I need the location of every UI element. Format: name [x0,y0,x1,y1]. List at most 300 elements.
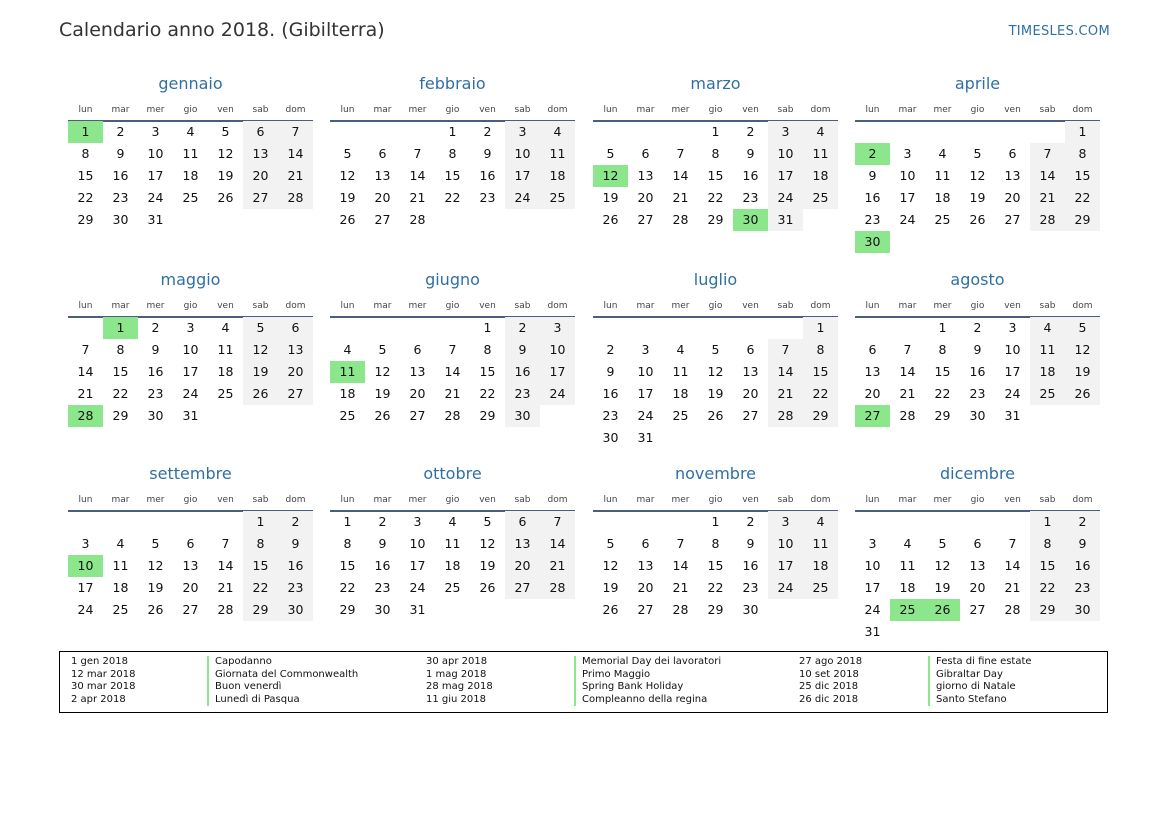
day-cell[interactable]: 26 [707,408,724,423]
day-cell[interactable]: 8 [1065,143,1100,165]
day-cell[interactable]: 7 [676,536,685,551]
day-cell[interactable]: 16 [147,364,164,379]
day-cell[interactable]: 3 [768,511,803,533]
day-cell[interactable]: 17 [637,386,654,401]
day-cell[interactable]: 26 [147,602,164,617]
day-cell[interactable]: 21 [409,190,426,205]
day-cell[interactable]: 20 [637,190,654,205]
day-cell[interactable]: 29 [339,602,356,617]
day-cell[interactable]: 22 [803,383,838,405]
day-cell[interactable]: 25 [934,212,951,227]
day-cell[interactable]: 12 [707,364,724,379]
day-cell[interactable]: 22 [707,580,724,595]
day-cell[interactable]: 31 [182,408,199,423]
day-cell[interactable]: 11 [803,143,838,165]
day-cell[interactable]: 15 [707,558,724,573]
day-cell[interactable]: 23 [479,190,496,205]
day-cell[interactable]: 21 [672,190,689,205]
day-cell[interactable]: 16 [374,558,391,573]
day-cell[interactable]: 24 [540,383,575,405]
day-cell[interactable]: 17 [147,168,164,183]
day-cell[interactable]: 27 [1004,212,1021,227]
day-cell[interactable]: 9 [483,146,492,161]
day-cell[interactable]: 21 [278,165,313,187]
day-cell[interactable]: 19 [969,190,986,205]
holiday-day-cell[interactable]: 27 [855,405,890,427]
day-cell[interactable]: 6 [973,536,982,551]
day-cell[interactable]: 29 [707,212,724,227]
day-cell[interactable]: 13 [374,168,391,183]
day-cell[interactable]: 2 [278,511,313,533]
day-cell[interactable]: 8 [938,342,947,357]
day-cell[interactable]: 8 [116,342,125,357]
day-cell[interactable]: 30 [112,212,129,227]
day-cell[interactable]: 25 [803,187,838,209]
day-cell[interactable]: 7 [448,342,457,357]
day-cell[interactable]: 31 [409,602,426,617]
day-cell[interactable]: 11 [672,364,689,379]
day-cell[interactable]: 26 [602,602,619,617]
day-cell[interactable]: 20 [505,555,540,577]
day-cell[interactable]: 9 [868,168,877,183]
day-cell[interactable]: 27 [374,212,391,227]
day-cell[interactable]: 27 [409,408,426,423]
day-cell[interactable]: 22 [444,190,461,205]
day-cell[interactable]: 2 [151,320,160,335]
day-cell[interactable]: 26 [969,212,986,227]
day-cell[interactable]: 22 [77,190,94,205]
day-cell[interactable]: 21 [444,386,461,401]
day-cell[interactable]: 5 [938,536,947,551]
day-cell[interactable]: 7 [1030,143,1065,165]
day-cell[interactable]: 11 [540,143,575,165]
day-cell[interactable]: 12 [969,168,986,183]
day-cell[interactable]: 19 [339,190,356,205]
day-cell[interactable]: 5 [483,514,492,529]
day-cell[interactable]: 25 [803,577,838,599]
day-cell[interactable]: 29 [1030,599,1065,621]
day-cell[interactable]: 8 [1030,533,1065,555]
day-cell[interactable]: 1 [243,511,278,533]
day-cell[interactable]: 22 [1030,577,1065,599]
day-cell[interactable]: 7 [278,121,313,143]
day-cell[interactable]: 6 [868,342,877,357]
day-cell[interactable]: 10 [505,143,540,165]
day-cell[interactable]: 22 [339,580,356,595]
day-cell[interactable]: 3 [641,342,650,357]
day-cell[interactable]: 23 [374,580,391,595]
day-cell[interactable]: 2 [746,514,755,529]
day-cell[interactable]: 12 [374,364,391,379]
day-cell[interactable]: 17 [182,364,199,379]
day-cell[interactable]: 23 [864,212,881,227]
day-cell[interactable]: 10 [182,342,199,357]
day-cell[interactable]: 21 [1030,187,1065,209]
day-cell[interactable]: 22 [243,577,278,599]
holiday-day-cell[interactable]: 2 [855,143,890,165]
day-cell[interactable]: 19 [479,558,496,573]
day-cell[interactable]: 25 [217,386,234,401]
day-cell[interactable]: 1 [711,514,720,529]
day-cell[interactable]: 5 [606,536,615,551]
day-cell[interactable]: 31 [147,212,164,227]
day-cell[interactable]: 26 [479,580,496,595]
day-cell[interactable]: 9 [116,146,125,161]
day-cell[interactable]: 15 [112,364,129,379]
day-cell[interactable]: 15 [479,364,496,379]
day-cell[interactable]: 13 [243,143,278,165]
day-cell[interactable]: 24 [1004,386,1021,401]
day-cell[interactable]: 5 [343,146,352,161]
day-cell[interactable]: 25 [444,580,461,595]
day-cell[interactable]: 3 [768,121,803,143]
day-cell[interactable]: 8 [448,146,457,161]
day-cell[interactable]: 19 [243,361,278,383]
day-cell[interactable]: 29 [1065,209,1100,231]
day-cell[interactable]: 8 [483,342,492,357]
day-cell[interactable]: 1 [938,320,947,335]
day-cell[interactable]: 30 [602,430,619,445]
day-cell[interactable]: 13 [505,533,540,555]
site-brand[interactable]: TIMESLES.COM [1008,24,1110,39]
day-cell[interactable]: 13 [637,558,654,573]
day-cell[interactable]: 14 [672,168,689,183]
day-cell[interactable]: 10 [864,558,881,573]
day-cell[interactable]: 3 [903,146,912,161]
day-cell[interactable]: 4 [221,320,230,335]
day-cell[interactable]: 6 [746,342,755,357]
day-cell[interactable]: 13 [969,558,986,573]
day-cell[interactable]: 25 [112,602,129,617]
day-cell[interactable]: 22 [112,386,129,401]
day-cell[interactable]: 8 [711,536,720,551]
day-cell[interactable]: 8 [81,146,90,161]
day-cell[interactable]: 26 [339,212,356,227]
day-cell[interactable]: 4 [803,121,838,143]
day-cell[interactable]: 17 [540,361,575,383]
day-cell[interactable]: 23 [742,190,759,205]
day-cell[interactable]: 3 [151,124,160,139]
day-cell[interactable]: 7 [1008,536,1017,551]
day-cell[interactable]: 28 [217,602,234,617]
day-cell[interactable]: 20 [182,580,199,595]
day-cell[interactable]: 6 [186,536,195,551]
day-cell[interactable]: 25 [1030,383,1065,405]
day-cell[interactable]: 29 [112,408,129,423]
day-cell[interactable]: 26 [243,383,278,405]
day-cell[interactable]: 16 [742,558,759,573]
day-cell[interactable]: 24 [864,602,881,617]
day-cell[interactable]: 9 [606,364,615,379]
day-cell[interactable]: 4 [448,514,457,529]
day-cell[interactable]: 14 [77,364,94,379]
day-cell[interactable]: 12 [243,339,278,361]
day-cell[interactable]: 2 [505,317,540,339]
day-cell[interactable]: 12 [147,558,164,573]
day-cell[interactable]: 11 [112,558,129,573]
day-cell[interactable]: 1 [711,124,720,139]
day-cell[interactable]: 7 [221,536,230,551]
day-cell[interactable]: 16 [278,555,313,577]
day-cell[interactable]: 9 [1065,533,1100,555]
day-cell[interactable]: 5 [243,317,278,339]
holiday-day-cell[interactable]: 1 [103,317,138,339]
day-cell[interactable]: 12 [1065,339,1100,361]
day-cell[interactable]: 25 [182,190,199,205]
day-cell[interactable]: 31 [1004,408,1021,423]
day-cell[interactable]: 16 [742,168,759,183]
day-cell[interactable]: 10 [899,168,916,183]
day-cell[interactable]: 16 [479,168,496,183]
day-cell[interactable]: 22 [1065,187,1100,209]
day-cell[interactable]: 24 [77,602,94,617]
day-cell[interactable]: 13 [278,339,313,361]
day-cell[interactable]: 12 [602,558,619,573]
day-cell[interactable]: 26 [1065,383,1100,405]
day-cell[interactable]: 29 [803,405,838,427]
day-cell[interactable]: 16 [969,364,986,379]
day-cell[interactable]: 6 [1008,146,1017,161]
day-cell[interactable]: 3 [81,536,90,551]
day-cell[interactable]: 13 [1004,168,1021,183]
holiday-day-cell[interactable]: 30 [855,231,890,253]
day-cell[interactable]: 26 [217,190,234,205]
day-cell[interactable]: 6 [641,536,650,551]
day-cell[interactable]: 18 [672,386,689,401]
day-cell[interactable]: 15 [339,558,356,573]
day-cell[interactable]: 31 [768,209,803,231]
day-cell[interactable]: 12 [479,536,496,551]
day-cell[interactable]: 23 [969,386,986,401]
day-cell[interactable]: 30 [1065,599,1100,621]
day-cell[interactable]: 18 [540,165,575,187]
day-cell[interactable]: 13 [182,558,199,573]
day-cell[interactable]: 28 [444,408,461,423]
day-cell[interactable]: 30 [742,602,759,617]
day-cell[interactable]: 10 [768,143,803,165]
day-cell[interactable]: 15 [934,364,951,379]
day-cell[interactable]: 19 [602,190,619,205]
day-cell[interactable]: 4 [540,121,575,143]
day-cell[interactable]: 24 [182,386,199,401]
day-cell[interactable]: 21 [672,580,689,595]
holiday-day-cell[interactable]: 10 [68,555,103,577]
day-cell[interactable]: 17 [409,558,426,573]
holiday-day-cell[interactable]: 12 [593,165,628,187]
day-cell[interactable]: 17 [899,190,916,205]
day-cell[interactable]: 24 [899,212,916,227]
day-cell[interactable]: 13 [409,364,426,379]
day-cell[interactable]: 23 [602,408,619,423]
day-cell[interactable]: 30 [969,408,986,423]
day-cell[interactable]: 25 [672,408,689,423]
holiday-day-cell[interactable]: 25 [890,599,925,621]
day-cell[interactable]: 5 [378,342,387,357]
day-cell[interactable]: 22 [479,386,496,401]
day-cell[interactable]: 7 [81,342,90,357]
day-cell[interactable]: 2 [116,124,125,139]
day-cell[interactable]: 3 [868,536,877,551]
day-cell[interactable]: 21 [77,386,94,401]
day-cell[interactable]: 19 [1065,361,1100,383]
day-cell[interactable]: 7 [903,342,912,357]
day-cell[interactable]: 1 [483,320,492,335]
day-cell[interactable]: 27 [969,602,986,617]
day-cell[interactable]: 2 [1065,511,1100,533]
day-cell[interactable]: 30 [147,408,164,423]
holiday-day-cell[interactable]: 26 [925,599,960,621]
day-cell[interactable]: 20 [409,386,426,401]
day-cell[interactable]: 3 [186,320,195,335]
day-cell[interactable]: 15 [707,168,724,183]
day-cell[interactable]: 4 [186,124,195,139]
day-cell[interactable]: 6 [278,317,313,339]
day-cell[interactable]: 23 [147,386,164,401]
day-cell[interactable]: 16 [602,386,619,401]
day-cell[interactable]: 4 [116,536,125,551]
day-cell[interactable]: 3 [1008,320,1017,335]
day-cell[interactable]: 21 [1004,580,1021,595]
day-cell[interactable]: 15 [77,168,94,183]
day-cell[interactable]: 6 [641,146,650,161]
day-cell[interactable]: 1 [1030,511,1065,533]
day-cell[interactable]: 28 [768,405,803,427]
day-cell[interactable]: 5 [1065,317,1100,339]
day-cell[interactable]: 20 [637,580,654,595]
day-cell[interactable]: 5 [221,124,230,139]
day-cell[interactable]: 26 [602,212,619,227]
day-cell[interactable]: 28 [540,577,575,599]
day-cell[interactable]: 24 [768,187,803,209]
day-cell[interactable]: 14 [540,533,575,555]
day-cell[interactable]: 21 [899,386,916,401]
day-cell[interactable]: 28 [278,187,313,209]
day-cell[interactable]: 20 [742,386,759,401]
day-cell[interactable]: 4 [1030,317,1065,339]
day-cell[interactable]: 29 [934,408,951,423]
day-cell[interactable]: 10 [409,536,426,551]
day-cell[interactable]: 4 [903,536,912,551]
day-cell[interactable]: 19 [707,386,724,401]
day-cell[interactable]: 23 [505,383,540,405]
day-cell[interactable]: 4 [803,511,838,533]
day-cell[interactable]: 14 [899,364,916,379]
day-cell[interactable]: 11 [1030,339,1065,361]
day-cell[interactable]: 21 [540,555,575,577]
day-cell[interactable]: 8 [803,339,838,361]
day-cell[interactable]: 9 [278,533,313,555]
day-cell[interactable]: 20 [374,190,391,205]
day-cell[interactable]: 12 [217,146,234,161]
day-cell[interactable]: 24 [147,190,164,205]
day-cell[interactable]: 5 [151,536,160,551]
day-cell[interactable]: 28 [1004,602,1021,617]
day-cell[interactable]: 27 [742,408,759,423]
day-cell[interactable]: 23 [278,577,313,599]
day-cell[interactable]: 2 [973,320,982,335]
day-cell[interactable]: 2 [746,124,755,139]
day-cell[interactable]: 22 [934,386,951,401]
day-cell[interactable]: 27 [637,212,654,227]
day-cell[interactable]: 2 [378,514,387,529]
day-cell[interactable]: 17 [1004,364,1021,379]
day-cell[interactable]: 9 [746,536,755,551]
day-cell[interactable]: 16 [505,361,540,383]
day-cell[interactable]: 18 [934,190,951,205]
day-cell[interactable]: 19 [217,168,234,183]
day-cell[interactable]: 28 [1030,209,1065,231]
day-cell[interactable]: 4 [676,342,685,357]
day-cell[interactable]: 23 [742,580,759,595]
day-cell[interactable]: 10 [540,339,575,361]
day-cell[interactable]: 17 [77,580,94,595]
day-cell[interactable]: 30 [505,405,540,427]
day-cell[interactable]: 5 [973,146,982,161]
day-cell[interactable]: 20 [243,165,278,187]
day-cell[interactable]: 28 [672,212,689,227]
day-cell[interactable]: 16 [112,168,129,183]
day-cell[interactable]: 27 [637,602,654,617]
day-cell[interactable]: 18 [899,580,916,595]
day-cell[interactable]: 17 [768,165,803,187]
day-cell[interactable]: 4 [343,342,352,357]
day-cell[interactable]: 19 [374,386,391,401]
day-cell[interactable]: 18 [112,580,129,595]
day-cell[interactable]: 7 [676,146,685,161]
day-cell[interactable]: 17 [864,580,881,595]
day-cell[interactable]: 4 [938,146,947,161]
day-cell[interactable]: 1 [343,514,352,529]
day-cell[interactable]: 28 [899,408,916,423]
day-cell[interactable]: 24 [637,408,654,423]
day-cell[interactable]: 10 [147,146,164,161]
day-cell[interactable]: 1 [803,317,838,339]
day-cell[interactable]: 14 [409,168,426,183]
day-cell[interactable]: 8 [343,536,352,551]
day-cell[interactable]: 20 [1004,190,1021,205]
day-cell[interactable]: 30 [278,599,313,621]
day-cell[interactable]: 5 [606,146,615,161]
day-cell[interactable]: 29 [243,599,278,621]
day-cell[interactable]: 23 [112,190,129,205]
day-cell[interactable]: 13 [864,364,881,379]
day-cell[interactable]: 14 [1030,165,1065,187]
day-cell[interactable]: 11 [803,533,838,555]
day-cell[interactable]: 9 [746,146,755,161]
day-cell[interactable]: 15 [1065,165,1100,187]
day-cell[interactable]: 14 [217,558,234,573]
day-cell[interactable]: 18 [803,555,838,577]
day-cell[interactable]: 1 [1065,121,1100,143]
day-cell[interactable]: 15 [444,168,461,183]
day-cell[interactable]: 3 [505,121,540,143]
day-cell[interactable]: 15 [803,361,838,383]
day-cell[interactable]: 29 [479,408,496,423]
holiday-day-cell[interactable]: 11 [330,361,365,383]
day-cell[interactable]: 12 [934,558,951,573]
holiday-day-cell[interactable]: 1 [68,121,103,143]
day-cell[interactable]: 12 [339,168,356,183]
day-cell[interactable]: 11 [182,146,199,161]
day-cell[interactable]: 13 [742,364,759,379]
day-cell[interactable]: 10 [637,364,654,379]
day-cell[interactable]: 27 [182,602,199,617]
day-cell[interactable]: 29 [707,602,724,617]
day-cell[interactable]: 29 [77,212,94,227]
day-cell[interactable]: 9 [378,536,387,551]
day-cell[interactable]: 26 [374,408,391,423]
day-cell[interactable]: 25 [339,408,356,423]
